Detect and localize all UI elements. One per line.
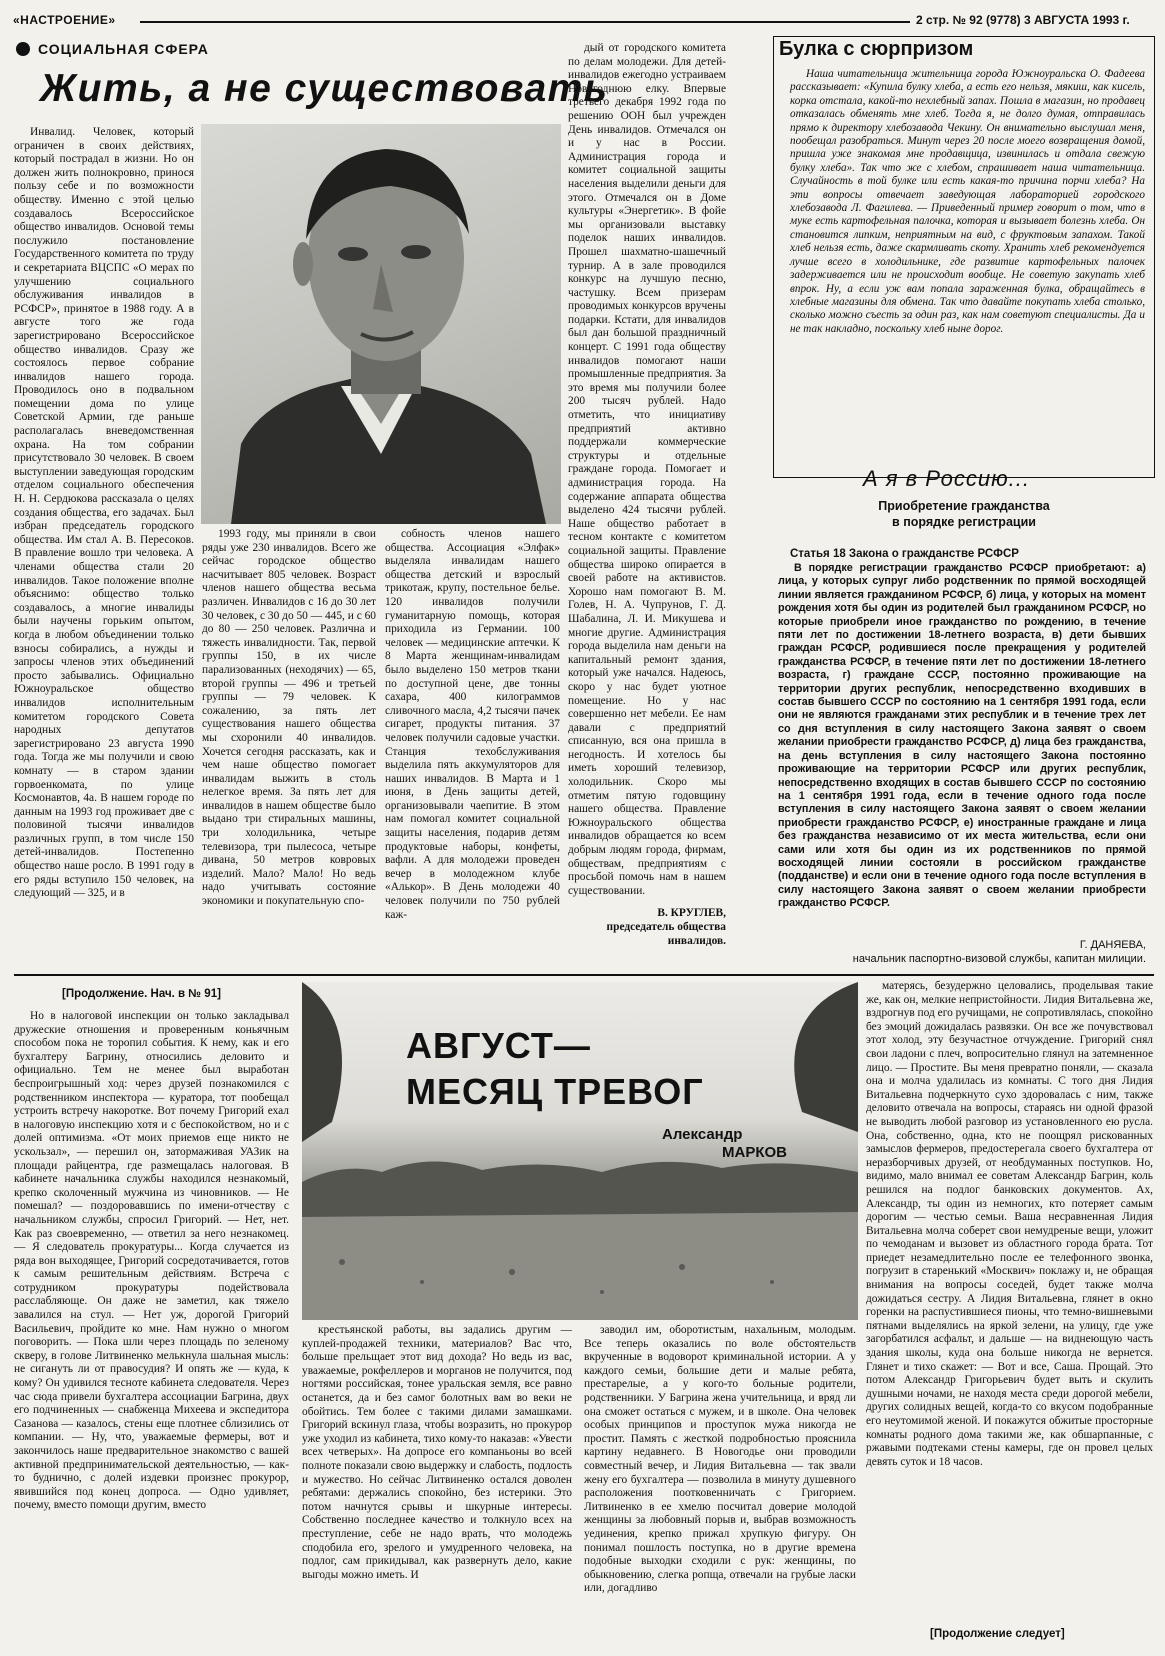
continued-note: [Продолжение. Нач. в № 91]	[62, 988, 221, 1000]
issue-info: 2 стр. № 92 (9778) 3 АВГУСТА 1993 г.	[916, 13, 1130, 27]
article3-subtitle-line1: Приобретение гражданства	[878, 499, 1050, 513]
article3-signature	[778, 938, 1146, 966]
bullet-dot-icon	[16, 42, 30, 56]
author-first-name: Александр	[662, 1126, 743, 1143]
article3-lead: Статья 18 Закона о гражданстве РСФСР	[790, 548, 1019, 560]
article3-text: В порядке регистрации гражданство РСФСР приобретают: а) лица, у которых супруг либо родственник по прямой восходящей линии является гражданином РСФСР, б) лица, у которых на момент рождения хотя бы один из родителей был гражданином РСФСР, но которые приобрели иное гражданство по рождению, в течение пяти лет по достижении 18-летнего возраста, в) дети бывших граждан РСФСР, родившиеся после прекращения у родителей гражданства РСФСР, в течение пяти лет по достижении 18-летнего возраста, г) граждане СССР, постоянно проживающие на территории других республик, непосредственно входивших в состав бывшего СССР по состоянию на 1 сентября 1991 года, если они не являются гражданами этих республик и в течение трех лет со дня вступления в силу настоящего Закона заявят о своем желании приобрести гражданство РСФСР, д) лица без гражданства, на день вступления в силу настоящего Закона постоянно проживающие на территории РСФСР или других республик, непосредственно входящих в состав бывшего СССР по состоянию на 1 сентября 1991 года, если в течение одного года после вступления в силу настоящего Закона заявят о своем желании приобрести гражданство РСФСР, е) иностранные граждане и лица без гражданства независимо от их места жительства, если они сами или хотя бы один из их родственников по прямой восходящей линии состояли в российском гражданстве (подданстве) и если они в течение одного года после вступления в силу настоящего Закона заявят о своем желании приобрести гражданство РСФСР.	[778, 562, 1146, 910]
rubric: СОЦИАЛЬНАЯ СФЕРА	[38, 41, 209, 57]
portrait-photo	[201, 124, 561, 524]
article4-column1: Но в налоговой инспекции он только закладывал дружеские отношения и проверенным коньячным способом пока не торопил события. К нему, как и его бухгалтеру Багрину, относились деловито и официально. Тем не менее был выработан беспроигрышный ход: через друзей познакомился с родственником инспектора — куратора, тот пообещал устроить встречу накоротке. Вот почему Григорий ехал в налоговую инспекцию хотя и с беспокойством, но и с долей оптимизма. «От моих приемов еще никто не ускользал», — перешил он, затормаживая УАЗик на площади райцентра, где размещалась налоговая. В кабинете начальника службы находился незнакомый, крепко сколоченный мужчина из чиновников. — Не помешал? — поздоровавшись по имени-отчеству с начальником службы, спросил Григорий. — Нет, нет. Как раз своевременно, — ответил за него незнакомец. — Я следователь прокуратуры... Когда случается из ряда вон выходящее, Григорий сосредотачивается, готов к самым решительным действиям. Встреча с сотрудником прокуратуры подействовала расслабляюще. Он даже не заметил, как тяжело завалился на стул. — Нет уж, дорогой Григорий Васильевич, пройдите ко мне. Нам нужно о многом поговорить. — Пока шли через площадь по зеленому скверу, в голове Литвиненко мелькнула шальная мысль: не сигануть ли от правосудия? И опять же — куда, к кому? Он удивился тесноте кабинета следователя. Через час сюда привели бухгалтера ассоциации Багрина, двух его подчиненных — снабженца Михеева и экспедитора Сазанова — казалось, стены еще плотнее сблизились от компании. — Ну, что, уважаемые фермеры, вот и закончилось наше предварительное знакомство с вашей активной предпринимательской деятельностью, — как-то буднично, с долей издевки произнес прокурор, явившийся под конец допроса. — Одно удивляет, почему, вместо помощи другим, вместо	[14, 1010, 289, 1512]
section-divider	[14, 974, 1154, 976]
signature-name: В. КРУГЛЕВ,	[657, 907, 726, 919]
article4-title-line2: МЕСЯЦ ТРЕВОГ	[406, 1071, 704, 1112]
article1-column4: дый от городского комитета по делам молодежи. Для детей-инвалидов ежегодно устраиваем Новогоднюю елку. Впервые третьего декабря 1992 года по решению ООН был учрежден День инвалидов. Отмечался он и у нас в России. Администрация города и комитет социальной защиты населения выделили деньги для этого. Отмечался он в Доме культуры «Энергетик». В фойе мы организовали выставку поделок наших инвалидов. Прошел шахматно-шашечный турнир. А в зале проводился конкурс на лучшую песню, частушку. Всем призерам проводимых конкурсов вручены подарки. Кстати, для инвалидов был дан большой праздничный концерт. С 1991 года обществу инвалидов помогают наши промышленные предприятия. За это время мы получили более 200 тысяч рублей. Надо отметить, что инициативу предприятий активно поддержали коммерческие структуры и отдельные граждане города. Помогает и администрация города. На содержание аппарата общества выделено 424 тысячи рублей. Наше общество работает в тесном контакте с комитетом социальной защиты. Правление общества широко опирается в своей работе на активистов. Хорошо нам помогают В. М. Голев, Н. А. Чупрунов, Г. Д. Шабалина, Л. И. Микушева и многие другие. Администрация города выделила нам деньги на капитальный ремонт здания, который уже начался. Надеюсь, скоро у нас будет уютное помещение. Но у нас совершенно нет мебели. Ее нам давали с предприятий списанную, вся она пришла в негодность. И хотелось бы иметь хороший телевизор, холодильник. Скоро мы отметим пятую годовщину нашего общества. Правление Южноуральского общества инвалидов обращается ко всем добрым людям города, фирмам, обществам, предприятиям с просьбой помочь нам в нашем существовании.	[568, 42, 726, 897]
article3-subtitle-line2: в порядке регистрации	[892, 515, 1036, 529]
author-last-name: МАРКОВ	[722, 1144, 787, 1161]
to-be-continued: [Продолжение следует]	[930, 1628, 1065, 1640]
article1-signature	[568, 906, 726, 948]
signature-role: председатель общества инвалидов.	[606, 921, 726, 947]
article4-title-line1: АВГУСТ—	[406, 1025, 591, 1066]
article3-subtitle	[775, 498, 1153, 530]
article3-signature-name: Г. ДАНЯЕВА,	[1079, 939, 1146, 951]
article1-column2: 1993 году, мы приняли в свои ряды уже 230 инвалидов. Всего же сейчас городское общество насчитывает 805 человек. Возраст членов нашего общества весьма различен. Инвалидов с 16 до 30 лет 30 человек, с 30 до 50 — 445, и с 60 до 80 — 250 человек. Различна и тяжесть инвалидности. Так, первой группы 150, в их числе парализованных (неходячих) — 65, второй группы — 496 и третьей группы — 79 человек. К сожалению, за пять лет существования нашего общества мы схоронили 40 инвалидов. Хочется сегодня рассказать, как и чем наше общество помогает инвалидам выжить в столь нелегкое время. За пять лет для инвалидов в нашем обществе было выдано три стиральных машины, три холодильника, четыре телевизора, три пылесоса, четыре дивана, 50 метров ковровых изделий. Мало? Мало! Но ведь надо учитывать состояние экономики и покупательную спо-	[202, 528, 376, 908]
article1-column3: собность членов нашего общества. Ассоциация «Элфак» выделяла инвалидам нашего общества детский и взрослый трикотаж, крупу, постельное белье. 120 инвалидов получили гуманитарную помощь, которая приходила из Германии. 100 человек — медицинские аптечки. К 8 Марта женщинам-инвалидам было выделено 150 метров ткани по доступной цене, две тонны сахара, 400 килограммов сливочного масла, 4,2 тысячи пачек сигарет, продукты питания. 37 человек получили садовые участки. Станция техобслуживания выделила пять аккумуляторов для наших инвалидов. В Марта и 1 июня, в День защиты детей, организовывали чаепитие. В этом нам помогал комитет социальной защиты населения, подарив детям продуктовые наборы, конфеты, вафли. А для молодежи проведен вечер в молодежном клубе «Алькор». В День молодежи 40 человек получили по 750 рублей каж-	[385, 528, 560, 921]
landscape-photo	[302, 982, 858, 1320]
header-rule	[140, 21, 910, 23]
article4-column4: матерясь, безудержно целовались, проделывая такие же, как он, мелкие непристойности. Лидия Витальевна же, вздрогнув под его ручищами, не сопротивлялась, спокойно без эмоций дожидалась развязки. Он все же почувствовал этот холод, эту безучастное отчуждение. Григорий снял свои ладони с плеч, вопросительно глянул на затемненное лицо. — Простите. Вы меня превратно поняли, — сказала она и молча удалилась из комнаты. С того дня Лидия Витальевна подчеркнуто сухо здоровалась с ним, также деловито отвечала на вопросы, стараясь ни одной фразой не выводить любой разговор из установленного ею русла. Она, собственно, одна, кто не поощрял рискованных замыслов фермеров, предостерегала своего бухгалтера от неразборчивых друзей, от необдуманных поступков. Но, видимо, мало внимал ее советам Александр Багрин, коль решился на подлог банковских документов. Ах, Александр, ты один из немногих, кто потеряет самым дорогим — честью семьи. Ваша несравненная Лидия Витальевна молча соберет свои немудреные вещи, уложит по чемоданам и вызовет из областного города брата. Тот приедет незамедлительно после ее телефонного звонка, погрузит в старенький «Москвич» поклажу и, не обращая внимания на вопросы соседей, будет также молча дожидаться сестру. А Лидия Витальевна, глянет в окно горенки на распустившиеся пионы, что темно-вишневыми пятнами выделялись на яркой зелени, на улицу, где уже загорбатился асфальт, и дальше — на виднеющую часть здания школы, куда она больше никогда не вернется. Глянет и тихо скажет: — Вот и все, Саша. Прощай. Это потом Александр Григорьевич будет выть и скулить душными ночами, не находя места среди дорогой мебели, других солидных вещей, когда-то со вкусом подобранные его неутомимой женой. И покажутся обжитые просторные комнаты родного дома такими же, как обшарпанные, с ржавыми подтеками стены камеры, где он провел целых девять суток и 18 часов.	[866, 980, 1153, 1468]
article-title: Жить, а не существовать	[40, 67, 609, 110]
portrait-image	[201, 124, 561, 524]
article1-column1: Инвалид. Человек, который ограничен в своих действиях, который пострадал в жизни. Но он должен жить полнокровно, принося пользу себе и по возможности обществу. Именно с этой целью создавалось Всероссийское общество инвалидов. Основой темы послужило постановление Государственного комитета по труду и секретариата ВЦСПС «О мерах по улучшению социального обслуживания инвалидов в РСФСР», принятое в 1988 году. А в августе того же года зарегистрировано Всероссийское общество инвалидов. Сразу же состоялось первое собрание инвалидов нашего города. Проводилось оно в подвальном помещении дома по улице Советской Армии, где раньше располагалась вневедомственная охрана. На том собрании присутствовало 30 человек. В своем выступлении заведующая городским отделом социального обеспечения Н. Н. Сердюкова рассказала о целях создания общества, его задачах. Был избран председатель городского общества. Им стал А. В. Пересоков. В правление вошло три человека. А членами общества стали 20 инвалидов. Такое положение вполне объяснимо: общество только создавалось, а многие инвалиды были научены горьким опытом, когда в любом объединении только взносы собирались, а нужды и запросы членов этих объединений просто забывались. Официально Южноуральское общество инвалидов исполнительным комитетом городского Совета народных депутатов зарегистрировано 23 августа 1990 года. Тогда же мы получили и свою комнату — в старом здании горвоенкомата, по улице Космонавтов, 4а. В нашем городе по данным на 1993 год проживает две с половиной тысячи инвалидов различных групп, в том числе 150 детей-инвалидов. Постепенно общество наше росло. В 1991 году в его ряды вступило 150 человек, на следующий — 325, и в	[14, 126, 194, 900]
masthead: «НАСТРОЕНИЕ»	[13, 13, 116, 27]
article3-signature-role: начальник паспортно-визовой службы, капитан милиции.	[852, 953, 1146, 965]
article4-column3: заводил им, оборотистым, нахальным, молодым. Все теперь оказались по воле обстоятельств вкрученные в водоворот криминальной истории. А у каждого семьи, большие дети и малые ребята, престарелые, а у кого-то больные родители, родственники. У Багрина жена учительница, и вряд ли она сможет остаться с мужем, и в школе. Она человек особых принципов и проступок мужа никогда не простит. Память с жесткой подробностью прояснила картину недавнего. В Новогодье они проводили совместный вечер, и Лидия Витальевна — так звали жену его бухгалтера — позволила в минуту душевного расположения поотковенничать с Григорием. Литвиненко в ее хмелю посчитал доверие молодой женщины за любовный порыв и, выбрав возможность уединения, крепко прижал хрупкую фигуру. Он понимал пошлость поступка, но в другие времена подобные выходки сходили с рук: женщины, по обыкновению, слегка ропща, отвечали на грубые ласки или, догадливо	[584, 1324, 856, 1595]
article2-text: Наша читательница жительница города Южноуральска О. Фадеева рассказывает: «Купила булку хлеба, а есть его нельзя, мякиш, как кисель, корка отстала, какой-то нехлебный запах. Пошла в магазин, но продавец отказалась обменять мне хлеб. Тогда я, не долго думая, отправилась прямо к директору хлебозавода Чекину. Он внимательно выслушал меня, пообещал разобраться. Минут через 20 после моего возвращения домой, пришла уже знакомая мне продавщица, извинилась и отдала свежую булку хлеба». Так что же с хлебом, спрашивает наша читательница. Случайность в той булке или есть какая-то причина порчи хлеба? На эти вопросы отвечает заведующая лабораторией городского хлебозавода Л. Фагилева. — Приведенный пример говорит о том, что в муке есть картофельная палочка, которая и вызывает болезнь хлеба. Он становится липким, неприятным на вид, с фруктовым запахом. Такой хлеб нельзя есть, даже скармливать скоту. Хранить хлеб рекомендуется лучше всего в холодильнике, где развитие картофельных палочек задерживается или не происходит вообще. Не советую закупать хлеб впрок. Ну, а если уж вам попала зараженная булка, обращайтесь в хлебные магазины для обмена. Так что давайте покупать хлеба столько, сколько можно съесть за один раз, как нам советуют специалисты. Да и не так накладно, поскольку хлеб ныне дорог.	[790, 68, 1145, 335]
article4-column2: крестьянской работы, вы задались другим — куплей-продажей техники, материалов? Вас что, больше прельщает этот вид дохода? Но ведь из вас, уважаемые, рокфеллеров и морганов не получится, под ногтями российская, тонее уральская земля, все равно останется, да и без самог болотных вам во веки не обойтись. Тем более с такими дилами замашками. Григорий вскинул глаза, чтобы возразить, но прокурор уже уходил из кабинета, тихо кому-то наказав: «Увести всех четверых». На допросе его компаньоны во всей полноте показали свою выдержку и слабость, подлость и мужество. Но сейчас Литвиненко остался доволен ребятами: держались спокойно, без истерики. Это потом начнутся срывы и шкурные интересы. Собственно последнее качество и толкнуло всех на преступление, себе не надо врать, что молодежь сподобила его, зрелого и умудренного человека, на подлог, сам прикидывал, как развернуть дело, какие выгоды можно иметь. И	[302, 1324, 572, 1581]
article3-title: А я в Россию...	[863, 466, 1031, 491]
article2-title: Булка с сюрпризом	[779, 38, 974, 60]
